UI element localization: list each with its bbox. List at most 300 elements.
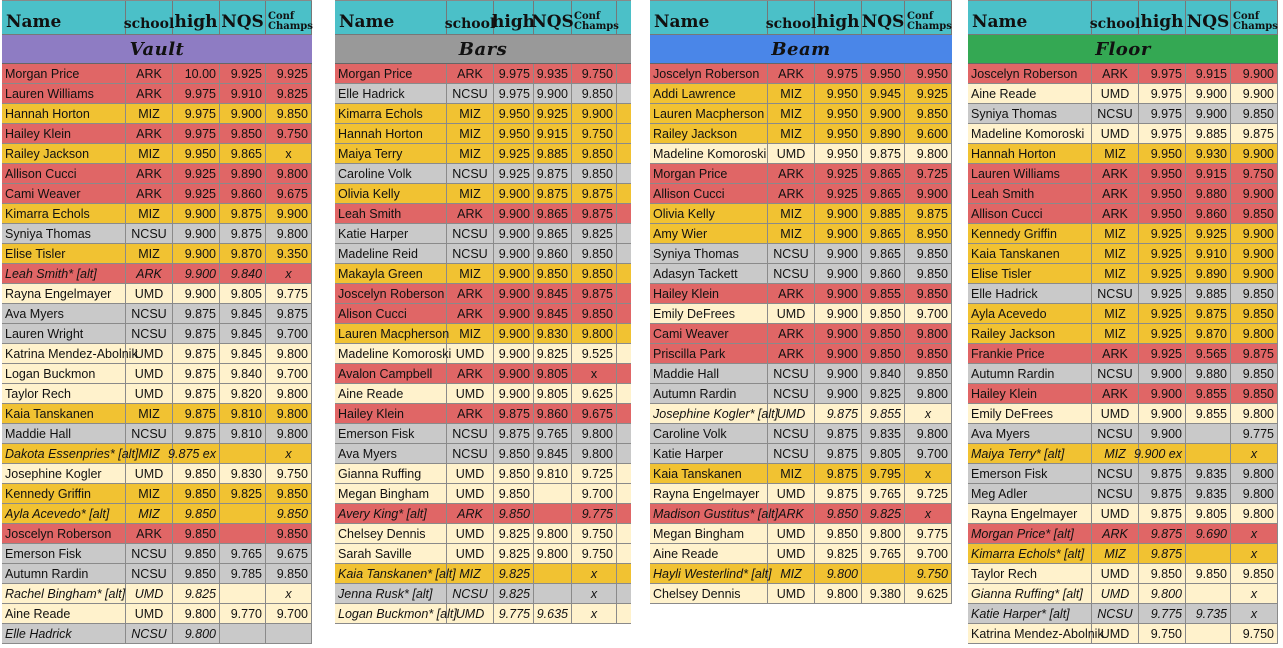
cell-conf-champs: 9.900 <box>572 104 617 123</box>
cell-conf-champs: 9.850 <box>572 84 617 103</box>
cell-school: UMD <box>447 484 494 503</box>
cell-name: Kaia Tanskanen <box>968 244 1092 263</box>
cell-high: 9.900 <box>173 204 220 223</box>
cell-high: 9.975 <box>173 124 220 143</box>
cell-name: Rayna Engelmayer <box>968 504 1092 523</box>
cell-conf-champs: 9.800 <box>1231 464 1278 483</box>
header-nqs: NQS <box>862 1 905 34</box>
cell-high: 9.850 <box>173 564 220 583</box>
cell-name: Olivia Kelly <box>650 204 768 223</box>
header-high: high <box>815 1 862 34</box>
cell-school: UMD <box>1092 624 1139 643</box>
cell-nqs: 9.850 <box>1186 564 1231 583</box>
cell-high: 9.975 <box>173 84 220 103</box>
cell-high: 9.825 <box>494 584 534 603</box>
table-row <box>335 524 631 544</box>
cell-nqs <box>862 564 905 583</box>
cell-high: 9.900 <box>494 304 534 323</box>
cell-name: Olivia Kelly <box>335 184 447 203</box>
cell-conf-champs: 9.925 <box>266 64 312 83</box>
cell-name: Lauren Williams <box>968 164 1092 183</box>
cell-name: Katrina Mendez-Abolnik <box>968 624 1092 643</box>
cell-high: 9.900 <box>815 204 862 223</box>
cell-nqs: 9.865 <box>220 144 266 163</box>
cell-conf-champs: 9.700 <box>572 484 617 503</box>
cell-nqs: 9.825 <box>862 384 905 403</box>
cell-nqs <box>1186 584 1231 603</box>
cell-school: ARK <box>768 64 815 83</box>
cell-school: NCSU <box>1092 104 1139 123</box>
cell-conf-champs: 9.675 <box>572 404 617 423</box>
cell-school: MIZ <box>1092 244 1139 263</box>
cell-school: ARK <box>447 304 494 323</box>
cell-high: 9.900 <box>494 384 534 403</box>
cell-name: Gianna Ruffing <box>335 464 447 483</box>
cell-school: MIZ <box>1092 544 1139 563</box>
cell-school: ARK <box>126 164 173 183</box>
cell-nqs: 9.835 <box>862 424 905 443</box>
cell-school: UMD <box>126 384 173 403</box>
cell-high: 9.900 <box>494 244 534 263</box>
cell-conf-champs: 9.900 <box>1231 224 1278 243</box>
table-row <box>968 564 1278 584</box>
cell-high: 9.900 <box>494 364 534 383</box>
cell-name: Elise Tisler <box>2 244 126 263</box>
cell-school: MIZ <box>768 204 815 223</box>
cell-nqs: 9.875 <box>534 164 572 183</box>
table-row <box>335 544 631 564</box>
cell-school: MIZ <box>126 404 173 423</box>
cell-school: MIZ <box>447 264 494 283</box>
cell-nqs: 9.840 <box>220 264 266 283</box>
cell-school: NCSU <box>768 264 815 283</box>
cell-high: 9.900 <box>1139 364 1186 383</box>
cell-high: 9.925 <box>1139 304 1186 323</box>
cell-high: 9.850 <box>173 464 220 483</box>
header-conf-line1: Conf <box>574 11 601 22</box>
cell-conf-champs: 9.850 <box>1231 304 1278 323</box>
cell-high: 9.900 <box>173 284 220 303</box>
cell-nqs: 9.915 <box>1186 164 1231 183</box>
cell-conf-champs: 9.800 <box>905 324 952 343</box>
table-row <box>335 184 631 204</box>
table-row <box>2 624 312 644</box>
cell-nqs: 9.835 <box>1186 484 1231 503</box>
cell-conf-champs: 9.950 <box>905 64 952 83</box>
cell-name: Rachel Bingham* [alt] <box>2 584 126 603</box>
cell-high: 9.800 <box>173 624 220 643</box>
cell-conf-champs: 9.875 <box>905 204 952 223</box>
cell-high: 9.900 <box>173 264 220 283</box>
cell-name: Kimarra Echols <box>2 204 126 223</box>
table-row <box>968 324 1278 344</box>
table-row <box>2 84 312 104</box>
cell-name: Kimarra Echols <box>335 104 447 123</box>
cell-conf-champs: 9.800 <box>266 344 312 363</box>
cell-name: Allison Cucci <box>650 184 768 203</box>
cell-name: Leah Smith <box>335 204 447 223</box>
cell-conf-champs: x <box>1231 584 1278 603</box>
cell-high: 9.875 <box>173 404 220 423</box>
cell-name: Joscelyn Roberson <box>650 64 768 83</box>
cell-nqs: 9.930 <box>1186 144 1231 163</box>
cell-name: Autumn Rardin <box>968 364 1092 383</box>
cell-conf-champs: 9.850 <box>266 484 312 503</box>
table-row <box>650 64 952 84</box>
cell-nqs: 9.890 <box>862 124 905 143</box>
table-row <box>650 364 952 384</box>
cell-school: MIZ <box>1092 144 1139 163</box>
cell-nqs: 9.800 <box>534 544 572 563</box>
table-row <box>2 464 312 484</box>
cell-nqs: 9.840 <box>220 364 266 383</box>
table-row <box>335 604 631 624</box>
cell-name: Kimarra Echols* [alt] <box>968 544 1092 563</box>
cell-name: Joscelyn Roberson <box>968 64 1092 83</box>
table-row <box>968 124 1278 144</box>
cell-conf-champs: 9.700 <box>905 444 952 463</box>
cell-nqs: 9.865 <box>862 184 905 203</box>
cell-conf-champs: 9.900 <box>1231 144 1278 163</box>
cell-school: MIZ <box>1092 224 1139 243</box>
cell-conf-champs: 9.875 <box>572 284 617 303</box>
cell-school: NCSU <box>1092 464 1139 483</box>
cell-high: 9.900 <box>815 244 862 263</box>
cell-high: 9.825 <box>173 584 220 603</box>
cell-nqs <box>1186 624 1231 643</box>
cell-high: 9.975 <box>1139 124 1186 143</box>
cell-conf-champs: 9.750 <box>266 464 312 483</box>
cell-name: Elle Hadrick <box>2 624 126 643</box>
cell-school: ARK <box>768 184 815 203</box>
table-row <box>650 264 952 284</box>
cell-school: UMD <box>768 584 815 603</box>
cell-name: Aine Reade <box>335 384 447 403</box>
cell-high: 9.900 <box>1139 384 1186 403</box>
event-title: Beam <box>650 35 952 64</box>
cell-conf-champs: 8.950 <box>905 224 952 243</box>
cell-school: NCSU <box>1092 484 1139 503</box>
cell-school: MIZ <box>768 464 815 483</box>
cell-name: Leah Smith <box>968 184 1092 203</box>
cell-conf-champs: x <box>572 604 617 623</box>
cell-nqs: 9.900 <box>1186 84 1231 103</box>
cell-nqs: 9.865 <box>534 204 572 223</box>
table-row <box>335 404 631 424</box>
table-row <box>2 184 312 204</box>
table-row <box>968 204 1278 224</box>
cell-name: Lauren Macpherson <box>335 324 447 343</box>
cell-conf-champs: 9.850 <box>1231 384 1278 403</box>
cell-school: MIZ <box>126 484 173 503</box>
cell-high: 9.875 <box>815 484 862 503</box>
header-conf-champs <box>572 1 617 34</box>
header-row <box>2 0 312 35</box>
cell-nqs: 9.850 <box>862 324 905 343</box>
cell-school: UMD <box>768 524 815 543</box>
cell-school: NCSU <box>126 424 173 443</box>
cell-nqs: 9.380 <box>862 584 905 603</box>
table-row <box>335 284 631 304</box>
table-row <box>2 524 312 544</box>
table-row <box>2 144 312 164</box>
cell-high: 9.875 ex <box>173 444 220 463</box>
cell-nqs: 9.950 <box>862 64 905 83</box>
cell-conf-champs: 9.850 <box>572 244 617 263</box>
cell-name: Emerson Fisk <box>335 424 447 443</box>
table-row <box>650 324 952 344</box>
cell-name: Amy Wier <box>650 224 768 243</box>
cell-school: UMD <box>768 404 815 423</box>
cell-nqs: 9.875 <box>220 204 266 223</box>
cell-name: Kaia Tanskanen <box>2 404 126 423</box>
cell-name: Morgan Price <box>650 164 768 183</box>
cell-school: NCSU <box>126 304 173 323</box>
cell-nqs: 9.900 <box>534 84 572 103</box>
cell-conf-champs: 9.750 <box>572 524 617 543</box>
cell-high: 9.950 <box>1139 144 1186 163</box>
cell-nqs: 9.865 <box>862 164 905 183</box>
cell-name: Sarah Saville <box>335 544 447 563</box>
cell-conf-champs: x <box>266 264 312 283</box>
cell-high: 9.950 <box>815 84 862 103</box>
cell-school: ARK <box>126 124 173 143</box>
table-row <box>650 184 952 204</box>
cell-name: Railey Jackson <box>650 124 768 143</box>
cell-conf-champs: 9.750 <box>1231 624 1278 643</box>
cell-conf-champs: x <box>1231 444 1278 463</box>
cell-school: NCSU <box>447 584 494 603</box>
table-row <box>650 344 952 364</box>
table-row <box>335 384 631 404</box>
table-row <box>335 504 631 524</box>
cell-name: Syniya Thomas <box>968 104 1092 123</box>
cell-conf-champs: 9.850 <box>266 564 312 583</box>
cell-name: Ava Myers <box>968 424 1092 443</box>
cell-school: NCSU <box>126 324 173 343</box>
table-row <box>2 404 312 424</box>
cell-nqs: 9.805 <box>220 284 266 303</box>
cell-school: UMD <box>447 384 494 403</box>
header-conf-champs <box>266 1 312 34</box>
cell-name: Ayla Acevedo* [alt] <box>2 504 126 523</box>
cell-conf-champs: 9.775 <box>266 284 312 303</box>
table-row <box>968 544 1278 564</box>
cell-name: Megan Bingham <box>335 484 447 503</box>
cell-name: Lauren Macpherson <box>650 104 768 123</box>
cell-high: 9.975 <box>1139 84 1186 103</box>
cell-high: 9.875 <box>1139 464 1186 483</box>
cell-conf-champs: 9.700 <box>266 324 312 343</box>
cell-conf-champs: 9.800 <box>572 444 617 463</box>
cell-nqs: 9.840 <box>862 364 905 383</box>
cell-name: Rayna Engelmayer <box>650 484 768 503</box>
panel-floor <box>968 0 1278 644</box>
cell-name: Cami Weaver <box>2 184 126 203</box>
cell-high: 9.800 <box>1139 584 1186 603</box>
cell-nqs: 9.855 <box>1186 384 1231 403</box>
cell-high: 9.950 <box>1139 184 1186 203</box>
cell-nqs: 9.855 <box>862 404 905 423</box>
cell-name: Katie Harper <box>335 224 447 243</box>
cell-school: MIZ <box>1092 324 1139 343</box>
cell-nqs: 9.900 <box>220 104 266 123</box>
table-row <box>335 164 631 184</box>
cell-conf-champs: 9.850 <box>572 144 617 163</box>
cell-conf-champs: x <box>572 364 617 383</box>
cell-nqs <box>220 504 266 523</box>
cell-nqs: 9.910 <box>1186 244 1231 263</box>
cell-conf-champs: 9.600 <box>905 124 952 143</box>
cell-school: UMD <box>1092 84 1139 103</box>
cell-nqs: 9.855 <box>862 284 905 303</box>
cell-nqs <box>1186 424 1231 443</box>
table-row <box>650 564 952 584</box>
cell-nqs: 9.820 <box>220 384 266 403</box>
cell-high: 9.875 <box>173 324 220 343</box>
cell-high: 9.900 <box>815 304 862 323</box>
cell-conf-champs: x <box>266 144 312 163</box>
cell-nqs: 9.735 <box>1186 604 1231 623</box>
cell-conf-champs: 9.800 <box>266 224 312 243</box>
header-high: high <box>494 1 534 34</box>
cell-school: NCSU <box>447 164 494 183</box>
cell-school: MIZ <box>447 564 494 583</box>
cell-nqs: 9.890 <box>220 164 266 183</box>
cell-school: ARK <box>447 504 494 523</box>
cell-school: ARK <box>768 164 815 183</box>
cell-conf-champs: 9.850 <box>266 504 312 523</box>
cell-nqs <box>1186 444 1231 463</box>
cell-name: Avalon Campbell <box>335 364 447 383</box>
cell-conf-champs: x <box>572 564 617 583</box>
table-row <box>650 144 952 164</box>
cell-nqs: 9.875 <box>1186 304 1231 323</box>
cell-conf-champs: 9.800 <box>266 404 312 423</box>
cell-school: UMD <box>447 344 494 363</box>
cell-conf-champs: 9.800 <box>905 384 952 403</box>
cell-name: Hailey Klein <box>335 404 447 423</box>
cell-conf-champs: 9.800 <box>266 384 312 403</box>
cell-school: MIZ <box>1092 264 1139 283</box>
cell-high: 9.900 <box>494 284 534 303</box>
cell-nqs: 9.865 <box>534 224 572 243</box>
cell-school: ARK <box>1092 204 1139 223</box>
cell-name: Maddie Hall <box>650 364 768 383</box>
cell-school: UMD <box>447 464 494 483</box>
table-row <box>335 304 631 324</box>
table-row <box>2 424 312 444</box>
header-school: school <box>768 1 815 34</box>
cell-conf-champs: x <box>1231 604 1278 623</box>
header-conf-line2: Champs <box>574 21 619 32</box>
table-row <box>335 124 631 144</box>
cell-name: Makayla Green <box>335 264 447 283</box>
cell-school: MIZ <box>768 104 815 123</box>
cell-nqs: 9.860 <box>1186 204 1231 223</box>
cell-nqs: 9.810 <box>534 464 572 483</box>
cell-school: NCSU <box>126 544 173 563</box>
cell-conf-champs: 9.900 <box>905 184 952 203</box>
cell-conf-champs: 9.675 <box>266 184 312 203</box>
cell-conf-champs: 9.850 <box>266 524 312 543</box>
cell-name: Emerson Fisk <box>968 464 1092 483</box>
cell-nqs: 9.885 <box>534 144 572 163</box>
cell-school: MIZ <box>126 144 173 163</box>
cell-name: Morgan Price* [alt] <box>968 524 1092 543</box>
cell-conf-champs: 9.850 <box>1231 284 1278 303</box>
cell-conf-champs: 9.850 <box>572 264 617 283</box>
cell-name: Logan Buckmon* [alt] <box>335 604 447 623</box>
table-row <box>650 124 952 144</box>
cell-high: 9.900 <box>1139 424 1186 443</box>
cell-high: 9.975 <box>1139 64 1186 83</box>
table-row <box>335 484 631 504</box>
cell-nqs: 9.865 <box>862 244 905 263</box>
cell-name: Frankie Price <box>968 344 1092 363</box>
table-row <box>2 504 312 524</box>
cell-nqs: 9.830 <box>534 324 572 343</box>
cell-conf-champs: x <box>1231 544 1278 563</box>
panel-bars <box>335 0 631 624</box>
cell-high: 9.900 <box>815 384 862 403</box>
table-row <box>968 144 1278 164</box>
cell-school: NCSU <box>447 424 494 443</box>
table-row <box>2 204 312 224</box>
cell-high: 9.850 <box>1139 564 1186 583</box>
cell-nqs <box>534 584 572 603</box>
cell-conf-champs: 9.825 <box>266 84 312 103</box>
table-row <box>968 424 1278 444</box>
cell-conf-champs: 9.825 <box>572 224 617 243</box>
cell-conf-champs: 9.525 <box>572 344 617 363</box>
table-row <box>650 244 952 264</box>
cell-conf-champs: 9.850 <box>905 364 952 383</box>
header-conf-line2: Champs <box>268 21 313 32</box>
table-row <box>335 444 631 464</box>
cell-conf-champs: 9.750 <box>266 124 312 143</box>
cell-conf-champs: 9.900 <box>1231 244 1278 263</box>
cell-conf-champs: 9.875 <box>1231 124 1278 143</box>
table-row <box>968 164 1278 184</box>
cell-conf-champs: 9.850 <box>1231 564 1278 583</box>
cell-conf-champs: 9.725 <box>905 164 952 183</box>
cell-high: 9.825 <box>494 544 534 563</box>
cell-school: ARK <box>126 84 173 103</box>
cell-school: UMD <box>447 524 494 543</box>
cell-nqs: 9.845 <box>220 304 266 323</box>
cell-nqs: 9.810 <box>220 424 266 443</box>
cell-conf-champs: 9.700 <box>905 544 952 563</box>
cell-school: MIZ <box>447 324 494 343</box>
cell-high: 9.775 <box>1139 604 1186 623</box>
cell-school: ARK <box>126 64 173 83</box>
table-row <box>335 584 631 604</box>
header-conf-champs <box>1231 1 1278 34</box>
table-row <box>335 364 631 384</box>
cell-conf-champs: 9.900 <box>1231 64 1278 83</box>
cell-conf-champs: x <box>572 584 617 603</box>
cell-school: ARK <box>126 524 173 543</box>
cell-nqs: 9.770 <box>220 604 266 623</box>
cell-high: 9.850 <box>494 444 534 463</box>
cell-high: 9.925 <box>1139 324 1186 343</box>
cell-conf-champs: 9.850 <box>905 284 952 303</box>
cell-conf-champs: 9.800 <box>905 424 952 443</box>
cell-high: 9.850 <box>494 484 534 503</box>
table-row <box>650 444 952 464</box>
cell-name: Caroline Volk <box>650 424 768 443</box>
